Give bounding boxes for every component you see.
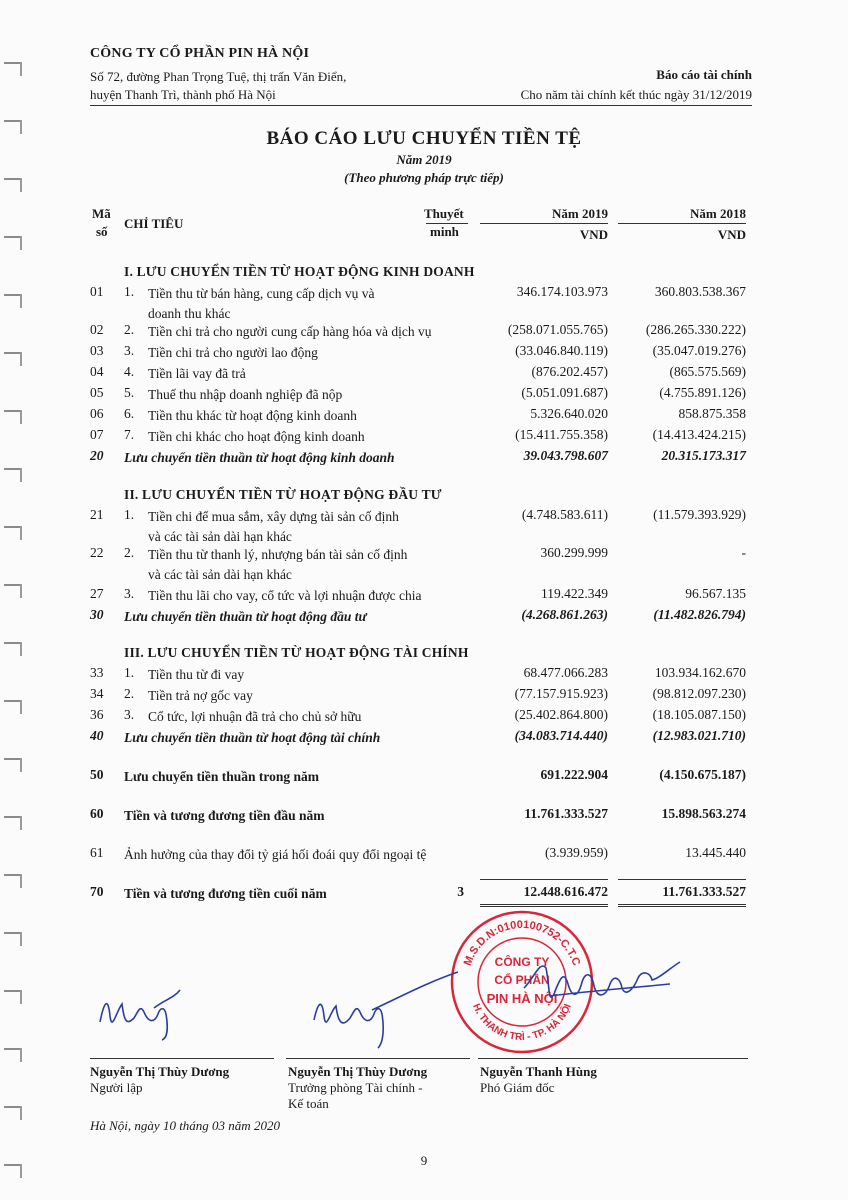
signatory-deputy-director <box>480 1064 597 1096</box>
row-label: Tiền chi khác cho hoạt động kinh doanh <box>148 429 365 444</box>
page-number: 9 <box>420 1153 428 1168</box>
col-note-line2: minh <box>430 224 459 239</box>
company-address-line1: Số 72, đường Phan Trọng Tuệ, thị trấn Văn Điển, <box>90 69 347 84</box>
row-value-2018: (11.579.393.929) <box>653 507 746 522</box>
row-label: Tiền thu từ bán hàng, cung cấp dịch vụ và doanh thu khác <box>148 286 375 321</box>
signatory-name: Nguyễn Thị Thùy Dương <box>90 1064 230 1079</box>
row-label: Tiền thu từ thanh lý, nhượng bán tài sản cố định và các tài sản dài hạn khác <box>148 547 408 582</box>
row-number: 4. <box>124 364 135 379</box>
row-code: 27 <box>90 586 104 601</box>
row-number: 1. <box>124 665 135 680</box>
row-code: 40 <box>90 728 104 743</box>
row-number: 5. <box>124 385 135 400</box>
row-label: Tiền chi trả cho người cung cấp hàng hóa và dịch vụ <box>148 324 432 339</box>
col-note-line1: Thuyết <box>424 206 464 221</box>
signatory-role-cont: Kế toán <box>288 1096 329 1111</box>
seal-center-line1: CÔNG TY <box>494 955 550 969</box>
row-value-2018: (35.047.019.276) <box>652 343 746 358</box>
row-number: 3. <box>124 343 135 358</box>
row-value-2019: 11.761.333.527 <box>524 806 608 821</box>
row-label: Lưu chuyển tiền thuần từ hoạt động kinh doanh <box>124 450 395 465</box>
row-code: 07 <box>90 427 104 442</box>
row-code: 04 <box>90 364 104 379</box>
row-value-2019: (25.402.864.800) <box>514 707 608 722</box>
row-number: 2. <box>124 686 135 701</box>
row-value-2018: 20.315.173.317 <box>661 448 746 463</box>
section-investing: II. LƯU CHUYỂN TIỀN TỪ HOẠT ĐỘNG ĐẦU TƯ <box>124 487 442 502</box>
row-label: Lưu chuyển tiền thuần từ hoạt động đầu tư <box>124 609 367 624</box>
signature-line-2 <box>286 1058 470 1059</box>
row-value-2019: (34.083.714.440) <box>514 728 608 743</box>
row-value-2018: (4.755.891.126) <box>659 385 746 400</box>
row-code: 01 <box>90 284 104 299</box>
row-code: 34 <box>90 686 104 701</box>
signature-preparer <box>94 982 224 1042</box>
row-code: 20 <box>90 448 104 463</box>
row-value-2019: 360.299.999 <box>540 545 608 560</box>
signature-line-1 <box>90 1058 274 1059</box>
row-code: 70 <box>90 884 104 899</box>
row-value-2018: 103.934.162.670 <box>654 665 746 680</box>
row-label: Tiền thu từ đi vay <box>148 667 245 682</box>
row-code: 21 <box>90 507 104 522</box>
signature-line-3 <box>478 1058 748 1059</box>
row-label: Cổ tức, lợi nhuận đã trả cho chủ sở hữu <box>148 709 362 724</box>
row-code: 06 <box>90 406 104 421</box>
row-value-2019: (77.157.915.923) <box>514 686 608 701</box>
row-code: 02 <box>90 322 104 337</box>
row-label: Tiền chi trả cho người lao động <box>148 345 318 360</box>
row-label: Tiền trả nợ gốc vay <box>148 688 253 703</box>
row-value-2019: (4.748.583.611) <box>521 507 608 522</box>
row-number: 2. <box>124 545 135 560</box>
row-label: Tiền thu khác từ hoạt động kinh doanh <box>148 408 357 423</box>
row-number: 3. <box>124 707 135 722</box>
signatory-name: Nguyễn Thanh Hùng <box>480 1064 597 1079</box>
row-code: 50 <box>90 767 104 782</box>
signatory-role: Phó Giám đốc <box>480 1080 555 1095</box>
total-double-line-2019 <box>480 904 608 907</box>
row-code: 03 <box>90 343 104 358</box>
year2019-underline <box>480 223 608 224</box>
row-value-2018: (286.265.330.222) <box>645 322 746 337</box>
col-code-line2: số <box>96 224 108 239</box>
row-value-2018: (4.150.675.187) <box>659 767 746 782</box>
total-top-line-2019 <box>480 879 608 880</box>
row-label: Ảnh hưởng của thay đổi tỷ giá hối đoái quy đổi ngoại tệ <box>124 847 427 862</box>
report-type: Báo cáo tài chính <box>656 67 752 82</box>
row-label: Tiền và tương đương tiền cuối năm <box>124 886 327 901</box>
row-value-2018: (18.105.087.150) <box>652 707 746 722</box>
row-label: Tiền thu lãi cho vay, cổ tức và lợi nhuận được chia <box>148 588 422 603</box>
signatory-preparer <box>90 1064 229 1096</box>
row-value-2018: 360.803.538.367 <box>654 284 746 299</box>
row-value-2018: (12.983.021.710) <box>652 728 746 743</box>
row-value-2019: 691.222.904 <box>540 767 608 782</box>
row-label: Tiền lãi vay đã trả <box>148 366 246 381</box>
row-code: 61 <box>90 845 104 860</box>
report-period: Cho năm tài chính kết thúc ngày 31/12/2019 <box>520 87 752 102</box>
row-number: 7. <box>124 427 135 442</box>
note-underline <box>426 223 468 224</box>
row-value-2018: (11.482.826.794) <box>653 607 746 622</box>
row-value-2019: (5.051.091.687) <box>521 385 608 400</box>
total-top-line-2018 <box>618 879 746 880</box>
row-label: Lưu chuyển tiền thuần trong năm <box>124 769 320 784</box>
row-note: 3 <box>457 884 464 899</box>
row-value-2019: (33.046.840.119) <box>515 343 608 358</box>
col-code-line1: Mã <box>92 206 111 221</box>
row-number: 2. <box>124 322 135 337</box>
row-code: 30 <box>90 607 104 622</box>
row-label: Thuế thu nhập doanh nghiệp đã nộp <box>148 387 343 402</box>
seal-ring-top: M.S.D.N:0100100752-C.T.C <box>461 918 583 968</box>
row-value-2018: 858.875.358 <box>678 406 746 421</box>
row-value-2018: 96.567.135 <box>685 586 746 601</box>
total-double-line-2018 <box>618 904 746 907</box>
seal-ring-bottom: H. THANH TRÌ - TP. HÀ NỘI <box>470 1002 574 1044</box>
row-value-2019: 12.448.616.472 <box>523 884 608 899</box>
signatory-role: Trưởng phòng Tài chính - <box>288 1080 423 1095</box>
row-value-2018: (98.812.097.230) <box>652 686 746 701</box>
signatory-chief-accountant <box>288 1064 427 1112</box>
row-code: 33 <box>90 665 104 680</box>
row-value-2018: 15.898.563.274 <box>661 806 746 821</box>
row-number: 6. <box>124 406 135 421</box>
row-value-2018: (14.413.424.215) <box>652 427 746 442</box>
company-address-line2: huyện Thanh Trì, thành phố Hà Nội <box>90 87 276 102</box>
company-name: CÔNG TY CỔ PHẦN PIN HÀ NỘI <box>90 46 310 61</box>
row-number: 3. <box>124 586 135 601</box>
row-value-2018: (865.575.569) <box>669 364 746 379</box>
seal-center-line2: CỔ PHẦN <box>494 973 550 987</box>
row-label: Tiền và tương đương tiền đầu năm <box>124 808 325 823</box>
row-label: Tiền chi để mua sắm, xây dựng tài sản cố định và các tài sản dài hạn khác <box>148 509 399 544</box>
row-value-2019: 119.422.349 <box>541 586 608 601</box>
row-value-2018: 11.761.333.527 <box>662 884 746 899</box>
row-number: 1. <box>124 507 135 522</box>
col-year-2019: Năm 2019 <box>552 206 608 221</box>
signatory-name: Nguyễn Thị Thùy Dương <box>288 1064 428 1079</box>
signature-deputy-director <box>520 948 690 1018</box>
col-unit-2019: VND <box>579 227 608 242</box>
row-value-2019: (876.202.457) <box>531 364 608 379</box>
report-year: Năm 2019 <box>396 152 452 167</box>
row-code: 60 <box>90 806 104 821</box>
header-divider <box>90 105 752 106</box>
row-value-2018: 13.445.440 <box>685 845 746 860</box>
row-value-2018: - <box>741 545 746 560</box>
col-item: CHỈ TIÊU <box>124 216 184 231</box>
row-value-2019: (15.411.755.358) <box>515 427 608 442</box>
year2018-underline <box>618 223 746 224</box>
col-year-2018: Năm 2018 <box>690 206 746 221</box>
row-number: 1. <box>124 284 135 299</box>
section-operating: I. LƯU CHUYỂN TIỀN TỪ HOẠT ĐỘNG KINH DOANH <box>124 264 475 279</box>
row-value-2019: 346.174.103.973 <box>516 284 608 299</box>
row-value-2019: 5.326.640.020 <box>530 406 608 421</box>
row-value-2019: (258.071.055.765) <box>507 322 608 337</box>
col-unit-2018: VND <box>717 227 746 242</box>
report-title: BÁO CÁO LƯU CHUYỂN TIỀN TỆ <box>266 128 582 149</box>
section-financing: III. LƯU CHUYỂN TIỀN TỪ HOẠT ĐỘNG TÀI CHÍNH <box>124 645 469 660</box>
signature-chief-accountant <box>308 968 468 1058</box>
seal-center-line3: PIN HÀ NỘI <box>486 991 558 1006</box>
row-value-2019: 68.477.066.283 <box>523 665 608 680</box>
row-code: 36 <box>90 707 104 722</box>
report-method: (Theo phương pháp trực tiếp) <box>344 170 504 185</box>
row-value-2019: 39.043.798.607 <box>523 448 608 463</box>
row-code: 05 <box>90 385 104 400</box>
issue-date: Hà Nội, ngày 10 tháng 03 năm 2020 <box>90 1118 280 1133</box>
row-value-2019: (3.939.959) <box>545 845 608 860</box>
row-label: Lưu chuyển tiền thuần từ hoạt động tài chính <box>124 730 381 745</box>
row-value-2019: (4.268.861.263) <box>521 607 608 622</box>
signatory-role: Người lập <box>90 1080 143 1095</box>
row-code: 22 <box>90 545 104 560</box>
